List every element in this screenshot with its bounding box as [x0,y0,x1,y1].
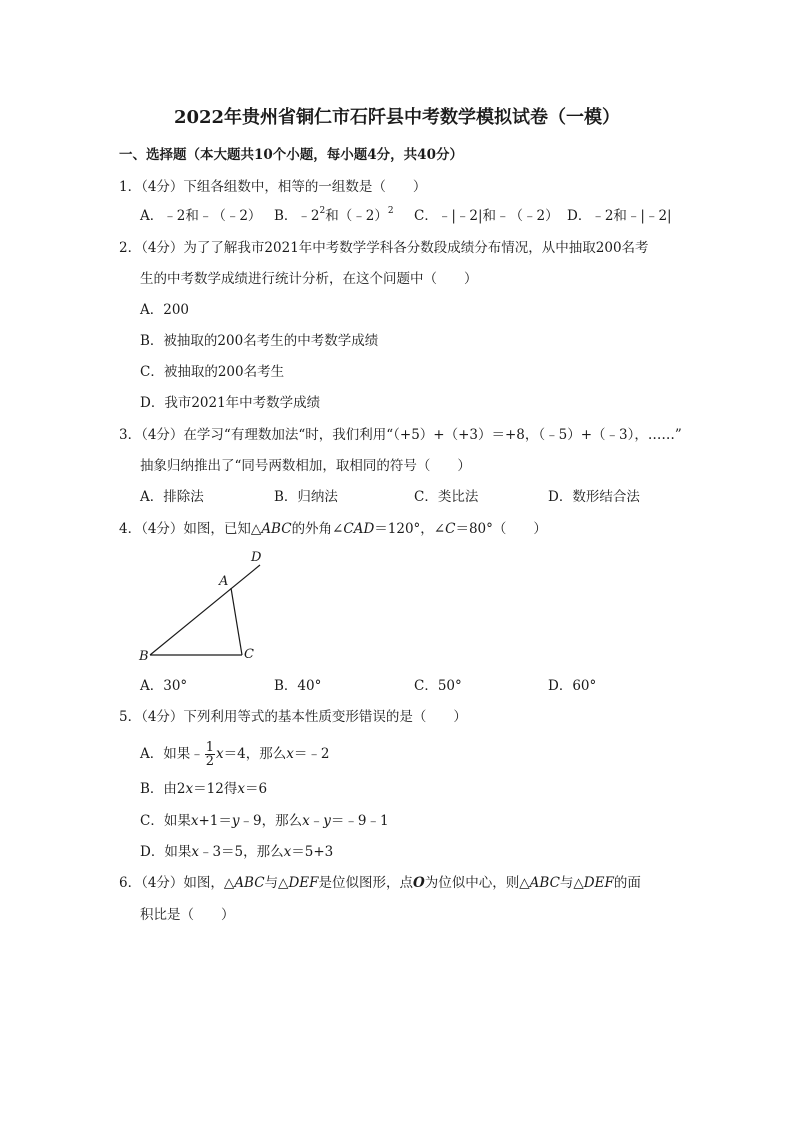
question-2-stem-line1: 2．（4分）为了了解我市2021年中考数学学科各分数段成绩分布情况，从中抽取200名考 [119,240,649,256]
q4-option-a[interactable]: A．30° [140,678,188,694]
q2-option-b[interactable]: B．被抽取的200名考生的中考数学成绩 [140,333,379,349]
question-6-stem-line1: 6．（4分）如图，△ABC与△DEF是位似图形，点O为位似中心，则△ABC与△DEF的面 [119,875,641,891]
point-label-b: B [139,649,149,664]
q5-option-c[interactable]: C．如果x+1＝y﹣9，那么x﹣y＝﹣9﹣1 [140,813,389,829]
question-5-stem: 5．（4分）下列利用等式的基本性质变形错误的是（ ） [119,709,467,725]
segment-ac [231,588,242,655]
question-3-stem-line1: 3．（4分）在学习“有理数加法“时，我们利用“（+5）+（+3）＝+8，（﹣5）+（﹣3），……” [119,427,682,443]
q4-option-b[interactable]: B．40° [274,678,322,694]
question-6-stem-line2: 积比是（ ） [140,907,235,923]
q1-option-a[interactable]: A．﹣2和﹣（﹣2） [140,208,262,224]
fraction-one-half: $\frac{1}{2}$ [205,740,215,769]
page-title: 2022年贵州省铜仁市石阡县中考数学模拟试卷（一模） [173,107,621,128]
q3-option-a[interactable]: A．排除法 [140,489,204,505]
point-label-c: C [244,647,254,662]
q5-option-b[interactable]: B．由2x＝12得x＝6 [140,781,268,797]
q3-option-d[interactable]: D．数形结合法 [548,489,640,505]
question-4-stem: 4．（4分）如图，已知△ABC的外角∠CAD＝120°，∠C＝80°（ ） [119,521,547,537]
line-bd [150,565,260,655]
q2-option-d[interactable]: D．我市2021年中考数学成绩 [140,395,321,411]
question-3-stem-line2: 抽象归纳推出了“同号两数相加，取相同的符号（ ） [140,458,471,474]
point-label-a: A [219,574,229,589]
section-heading-choice: 一、选择题（本大题共10个小题，每小题4分，共40分） [119,147,463,163]
q3-option-c[interactable]: C．类比法 [414,489,479,505]
q2-option-c[interactable]: C．被抽取的200名考生 [140,364,285,380]
q4-option-d[interactable]: D．60° [548,678,597,694]
point-label-d: D [251,550,262,565]
q4-option-c[interactable]: C．50° [414,678,462,694]
q1-option-c[interactable]: C．﹣|﹣2|和﹣（﹣2） [414,208,559,224]
q1-option-b[interactable]: B．$﹣2^2$和（﹣2）$^2$ [274,206,394,224]
question-2-stem-line2: 生的中考数学成绩进行统计分析，在这个问题中（ ） [140,271,478,287]
q5-option-d[interactable]: D．如果x﹣3＝5，那么x＝5+3 [140,844,334,860]
q3-option-b[interactable]: B．归纳法 [274,489,338,505]
q5-option-a[interactable]: A．如果﹣ $\frac{1}{2}$ x＝4，那么x＝﹣2 [140,740,330,769]
q2-option-a[interactable]: A．200 [140,302,190,318]
question-1-stem: 1．（4分）下组各组数中，相等的一组数是（ ） [119,179,427,195]
q1-option-d[interactable]: D．﹣2和﹣|﹣2| [567,208,672,224]
